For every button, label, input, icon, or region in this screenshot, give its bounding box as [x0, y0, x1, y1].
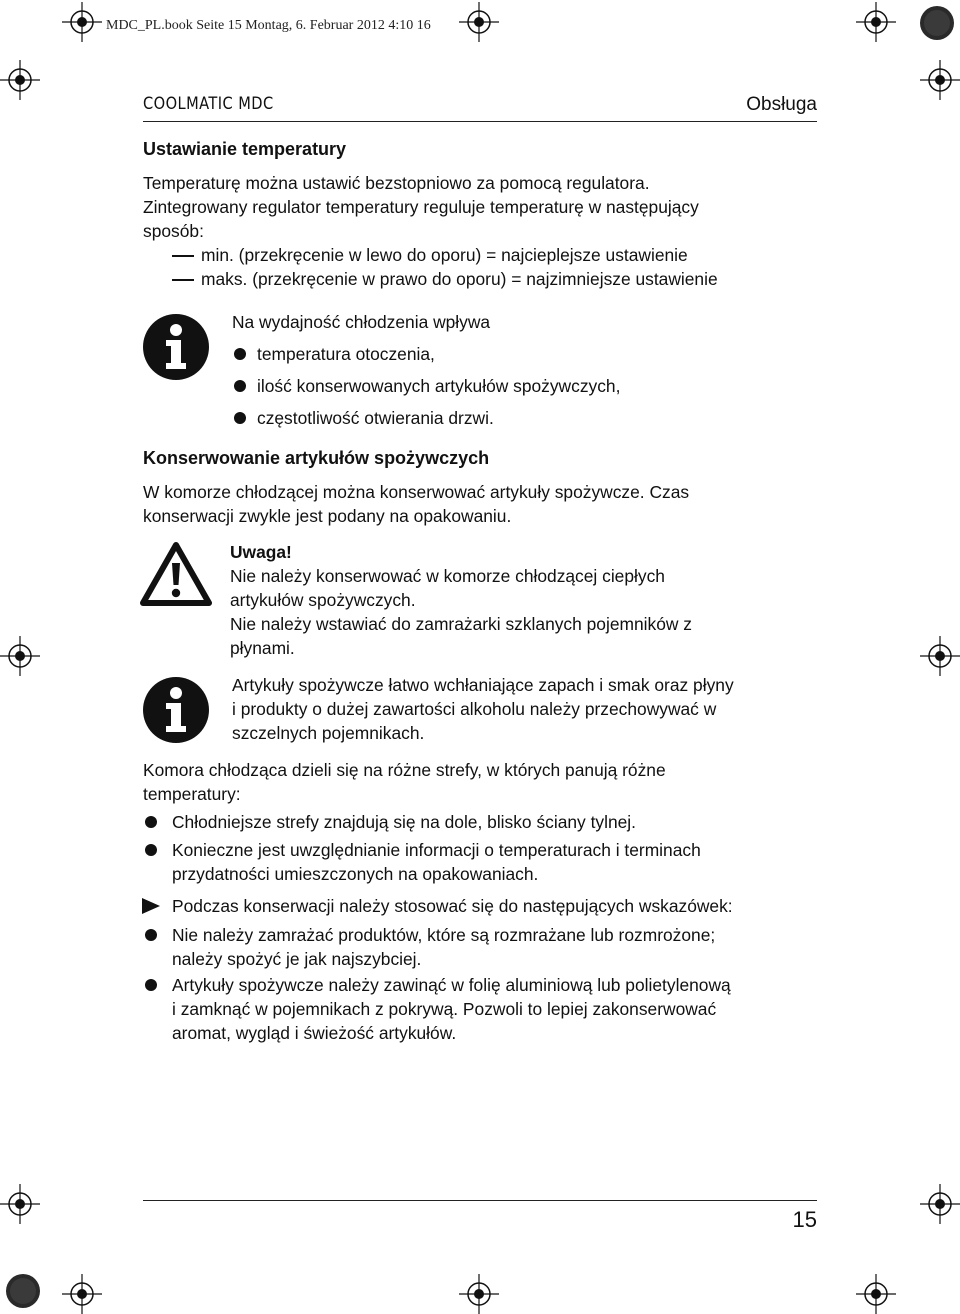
tip-item-continued: należy spożyć je jak najszybciej.	[172, 949, 422, 969]
warning-icon	[140, 541, 212, 607]
dash-marker	[172, 279, 194, 281]
registration-mark-icon	[62, 1274, 102, 1314]
warning-line: Nie należy konserwować w komorze chłodzącej ciepłych	[230, 566, 665, 586]
bullet-dot	[145, 929, 157, 941]
registration-mark-icon	[459, 2, 499, 42]
section-name: Obsługa	[746, 94, 817, 115]
paragraph-line: Temperaturę można ustawić bezstopniowo za pomocą regulatora.	[143, 173, 650, 193]
paragraph-line: temperatury:	[143, 784, 241, 804]
registration-mark-icon	[0, 60, 40, 100]
paragraph-line: W komorze chłodzącej można konserwować artykuły spożywcze. Czas	[143, 482, 690, 502]
bullet-item: Chłodniejsze strefy znajdują się na dole, blisko ściany tylnej.	[172, 812, 636, 832]
bullet-dot	[145, 979, 157, 991]
warning-title: Uwaga!	[230, 542, 292, 562]
paragraph-line: Komora chłodząca dzieli się na różne strefy, w których panują różne	[143, 760, 666, 780]
print-slug: MDC_PL.book Seite 15 Montag, 6. Februar 2012 4:10 16	[106, 18, 431, 33]
registration-mark-icon	[459, 1274, 499, 1314]
paragraph-line: Zintegrowany regulator temperatury reguluje temperaturę w następujący	[143, 197, 699, 217]
info-item: ilość konserwowanych artykułów spożywczych,	[257, 376, 621, 396]
info-line: Artykuły spożywcze łatwo wchłaniające zapach i smak oraz płyny	[232, 675, 734, 695]
info-icon	[142, 676, 210, 744]
info-item: częstotliwość otwierania drzwi.	[257, 408, 494, 428]
info-icon	[142, 313, 210, 381]
registration-mark-icon	[920, 636, 960, 676]
registration-mark-icon	[920, 60, 960, 100]
registration-mark-icon	[0, 1184, 40, 1224]
section-heading-storage: Konserwowanie artykułów spożywczych	[143, 448, 490, 468]
instruction-step: Podczas konserwacji należy stosować się do następujących wskazówek:	[172, 896, 733, 916]
paragraph-line: sposób:	[143, 221, 204, 241]
bullet-dot	[234, 412, 246, 424]
warning-line: płynami.	[230, 638, 295, 658]
brand-name: COOLMATIC MDC	[143, 94, 274, 114]
registration-mark-icon	[0, 636, 40, 676]
color-mark-icon	[3, 1271, 43, 1311]
info-lead: Na wydajność chłodzenia wpływa	[232, 312, 491, 332]
warning-line: artykułów spożywczych.	[230, 590, 416, 610]
tip-item: Artykuły spożywcze należy zawinąć w folię aluminiową lub polietylenową	[172, 975, 731, 995]
info-line: i produkty o dużej zawartości alkoholu należy przechowywać w	[232, 699, 717, 719]
paragraph-line: konserwacji zwykle jest podany na opakowaniu.	[143, 506, 512, 526]
registration-mark-icon	[856, 2, 896, 42]
info-line: szczelnych pojemnikach.	[232, 723, 425, 743]
footer-rule	[143, 1200, 817, 1201]
bullet-dot	[145, 844, 157, 856]
dash-item: min. (przekręcenie w lewo do oporu) = najcieplejsze ustawienie	[201, 245, 688, 265]
registration-mark-icon	[920, 1184, 960, 1224]
bullet-dot	[234, 348, 246, 360]
registration-mark-icon	[856, 1274, 896, 1314]
bullet-dot	[234, 380, 246, 392]
bullet-dot	[145, 816, 157, 828]
color-mark-icon	[917, 3, 957, 43]
info-item: temperatura otoczenia,	[257, 344, 435, 364]
tip-item: Nie należy zamrażać produktów, które są rozmrażane lub rozmrożone;	[172, 925, 716, 945]
warning-line: Nie należy wstawiać do zamrażarki szklanych pojemników z	[230, 614, 692, 634]
dash-marker	[172, 255, 194, 257]
tip-item-continued: aromat, wygląd i świeżość artykułów.	[172, 1023, 457, 1043]
section-heading-temperature: Ustawianie temperatury	[143, 139, 347, 159]
tip-item-continued: i zamknąć w pojemnikach z pokrywą. Pozwoli to lepiej zakonserwować	[172, 999, 717, 1019]
bullet-item: Konieczne jest uwzględnianie informacji o temperaturach i terminach	[172, 840, 701, 860]
bullet-item-continued: przydatności umieszczonych na opakowaniach.	[172, 864, 539, 884]
dash-item: maks. (przekręcenie w prawo do oporu) = najzimniejsze ustawienie	[201, 269, 718, 289]
registration-mark-icon	[62, 2, 102, 42]
header-rule	[143, 121, 817, 122]
instruction-arrow-icon	[142, 898, 160, 914]
page-number: 15	[792, 1207, 817, 1232]
